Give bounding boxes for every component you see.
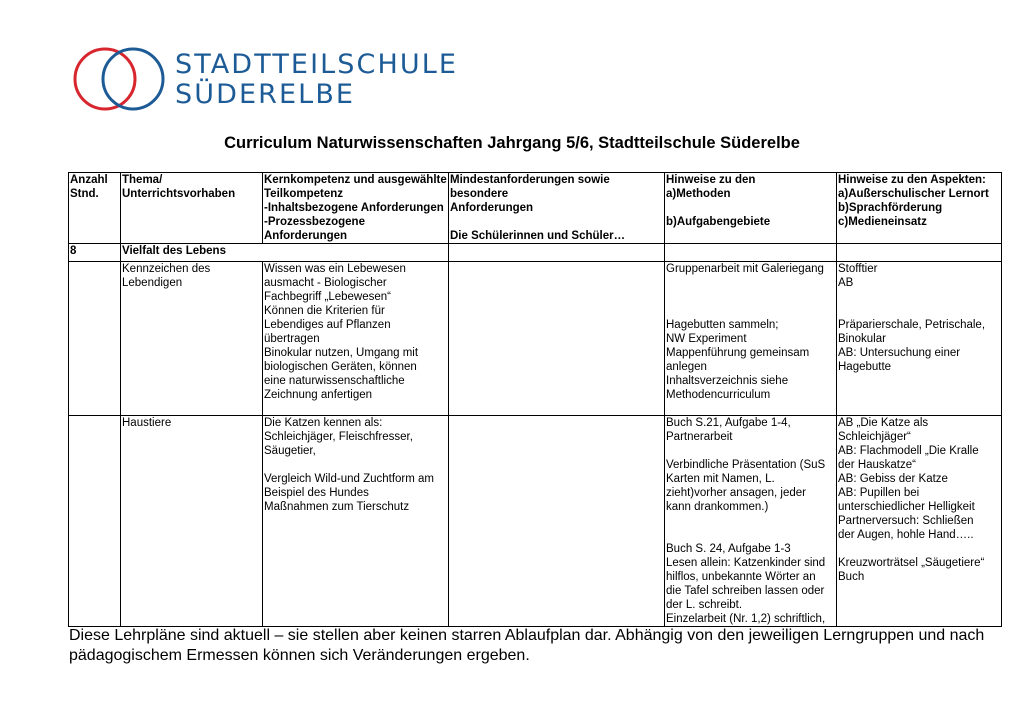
table-header-row (69, 173, 1002, 244)
logo-rings-icon (72, 44, 172, 116)
section-title: Vielfalt des Lebens (121, 244, 449, 262)
logo-wordmark (175, 50, 458, 110)
row-methods: Gruppenarbeit mit Galeriegang Hagebutten sammeln; NW Experiment Mappenführung gemeinsam anlegen Inhaltsverzeichnis siehe Methodencurriculum (665, 262, 837, 416)
header-methods: Hinweise zu den a)Methoden b)Aufgabengebiete (665, 173, 837, 244)
row-aspects: AB „Die Katze als Schleichjäger“ AB: Flachmodell „Die Kralle der Hauskatze“ AB: Gebiss der Katze AB: Pupillen bei unterschiedlicher Helligkeit Partnerversuch: Schließen der Augen, hohle Hand….. Kreuzworträtsel „Säugetiere“ Buch (837, 416, 1002, 627)
header-requirements: Mindestanforderungen sowie besondere Anforderungen Die Schülerinnen und Schüler… (449, 173, 665, 244)
row-hours (69, 416, 121, 627)
curriculum-table (68, 172, 1002, 627)
header-competence: Kernkompetenz und ausgewählte Teilkompetenz -Inhaltsbezogene Anforderungen -Prozessbezogene Anforderungen (264, 174, 447, 242)
section-empty-cell (837, 244, 1002, 262)
document-title: Curriculum Naturwissenschaften Jahrgang 5/6, Stadtteilschule Süderelbe (224, 134, 800, 152)
row-topic: Haustiere (121, 416, 263, 627)
section-hours: 8 (69, 244, 121, 262)
row-requirements (449, 416, 665, 627)
header-hours: Anzahl Stnd. (69, 173, 121, 244)
row-hours (69, 262, 121, 416)
row-competence: Die Katzen kennen als: Schleichjäger, Fleischfresser, Säugetier, Vergleich Wild-und Zuchtform am Beispiel des Hundes Maßnahmen zum Tierschutz (263, 416, 449, 627)
table-row (69, 262, 1002, 416)
row-topic: Kennzeichen des Lebendigen (121, 262, 263, 416)
section-row (69, 244, 1002, 262)
row-aspects: Stofftier AB Präparierschale, Petrischale, Binokular AB: Untersuchung einer Hagebutte (837, 262, 1002, 416)
school-logo (72, 44, 459, 116)
section-empty-cell (665, 244, 837, 262)
footer-note: Diese Lehrpläne sind aktuell – sie stellen aber keinen starren Ablaufplan dar. Abhängig von den jeweiligen Lerngruppen und nach pädagogischem Ermessen können sich Veränderungen ergeben. (69, 627, 985, 664)
logo-line-2: SÜDERELBE (175, 79, 356, 110)
table-row (69, 416, 1002, 627)
header-aspects: Hinweise zu den Aspekten: a)Außerschulischer Lernort b)Sprachförderung c)Medieneinsatz (837, 173, 1002, 244)
logo-line-1: STADTTEILSCHULE (175, 49, 459, 80)
row-requirements (449, 262, 665, 416)
header-topic: Thema/ Unterrichtsvorhaben (121, 173, 263, 244)
section-empty-cell (449, 244, 665, 262)
row-competence: Wissen was ein Lebewesen ausmacht - Biologischer Fachbegriff „Lebewesen“ Können die Kriterien für Lebendiges auf Pflanzen übertragen Binokular nutzen, Umgang mit biologischen Geräten, können eine naturwissenschaftliche Zeichnung anfertigen (263, 262, 449, 416)
row-methods: Buch S.21, Aufgabe 1-4, Partnerarbeit Verbindliche Präsentation (SuS Karten mit Namen, L. zieht)vorher ansagen, jeder kann drankommen.) Buch S. 24, Aufgabe 1-3 Lesen allein: Katzenkinder sind hilflos, unbekannte Wörter an die Tafel schreiben lassen oder der L. schreibt. Einzelarbeit (Nr. 1,2) schriftlich, (665, 416, 837, 627)
